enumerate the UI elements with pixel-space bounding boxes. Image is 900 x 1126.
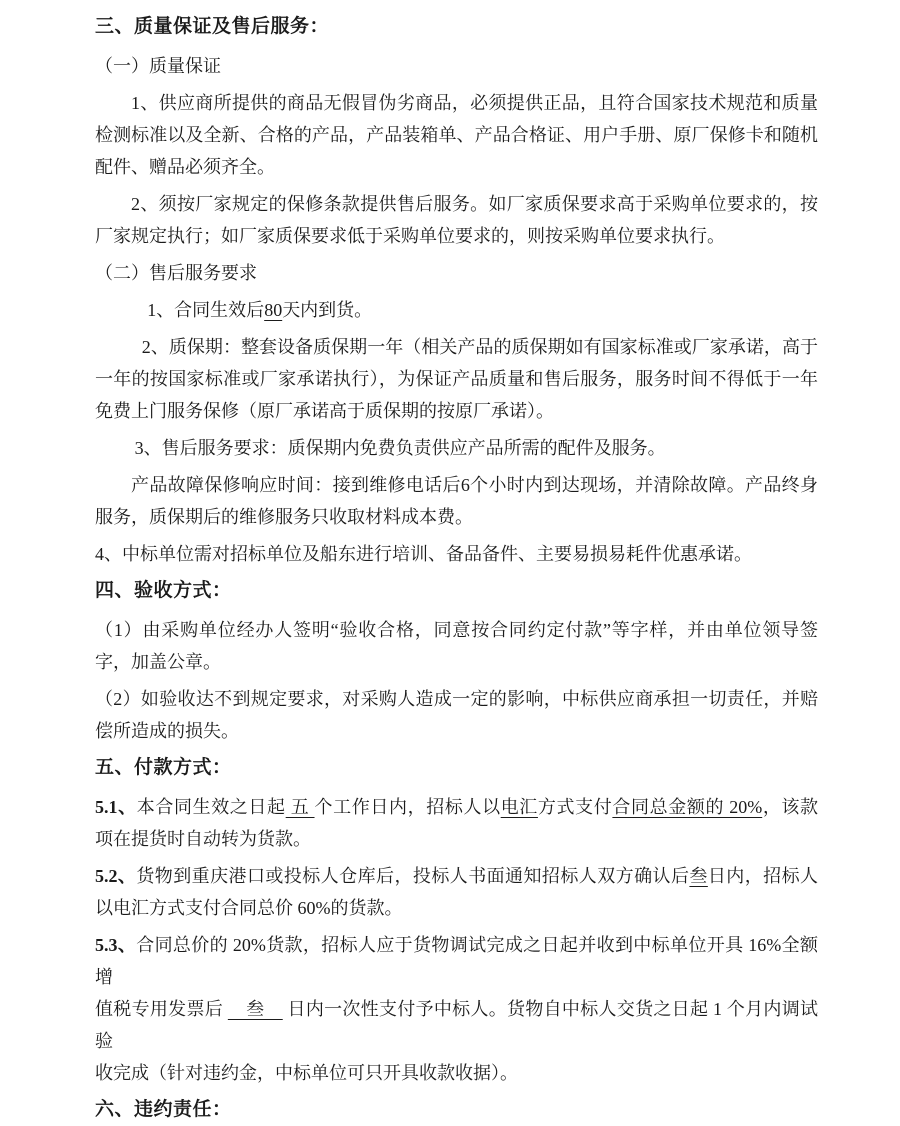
text-line bbox=[95, 501, 818, 533]
bold-number-text: 5.2、 bbox=[95, 866, 137, 886]
text-line bbox=[95, 257, 818, 289]
text-run: 值税专用发票后 bbox=[95, 999, 228, 1019]
text-line bbox=[95, 87, 818, 119]
text-line bbox=[95, 432, 818, 464]
text-run: 偿所造成的损失。 bbox=[95, 721, 239, 741]
text-run: 天内到货。 bbox=[282, 300, 373, 320]
text-run: ，该款 bbox=[762, 797, 818, 817]
text-run: 检测标准以及全新、合格的产品，产品装箱单、产品合格证、用户手册、原厂保修卡和随机 bbox=[95, 125, 818, 145]
para-fault-response-time bbox=[95, 469, 818, 533]
para-payment-5-2 bbox=[95, 860, 818, 924]
para-payment-5-3 bbox=[95, 929, 818, 1089]
text-run: （2）如验收达不到规定要求，对采购人造成一定的影响，中标供应商承担一切责任，并赔 bbox=[95, 689, 818, 709]
text-line bbox=[95, 892, 818, 924]
text-run: 2、质保期：整套设备质保期一年（相关产品的质保期如有国家标准或厂家承诺，高于 bbox=[141, 337, 818, 357]
para-delivery-time bbox=[95, 294, 818, 326]
text-line bbox=[95, 363, 818, 395]
text-line bbox=[95, 469, 818, 501]
text-run: 合同总价的 20%货款，招标人应于货物调试完成之日起并收到中标单位开具 16%全额增 bbox=[95, 935, 818, 987]
para-training-commitment bbox=[95, 538, 818, 570]
text-run: 方式支付 bbox=[537, 797, 613, 817]
para-quality-item-1 bbox=[95, 87, 818, 183]
text-run: 以电汇方式支付合同总价 60%的货款。 bbox=[95, 898, 403, 918]
text-line bbox=[95, 993, 818, 1057]
para-after-sales-item-3 bbox=[95, 432, 818, 464]
text-line bbox=[95, 395, 818, 427]
para-acceptance-1 bbox=[95, 614, 818, 678]
text-line bbox=[95, 188, 818, 220]
text-line bbox=[95, 538, 818, 570]
text-run: 产品故障保修响应时间：接到维修电话后6个小时内到达现场，并清除故障。产品终身 bbox=[131, 475, 818, 495]
text-run: 2、须按厂家规定的保修条款提供售后服务。如厂家质保要求高于采购单位要求的，按 bbox=[131, 194, 818, 214]
text-line bbox=[95, 119, 818, 151]
underlined-text: 叁 bbox=[689, 866, 708, 886]
text-run: 1、合同生效后 bbox=[147, 300, 265, 320]
text-run: 字，加盖公章。 bbox=[95, 652, 221, 672]
text-line bbox=[95, 929, 818, 993]
text-run: 4、中标单位需对招标单位及船东进行培训、备品备件、主要易损易耗件优惠承诺。 bbox=[95, 544, 752, 564]
text-run: 免费上门服务保修（原厂承诺高于质保期的按原厂承诺）。 bbox=[95, 401, 554, 421]
text-run: 项在提货时自动转为货款。 bbox=[95, 829, 311, 849]
heading-section-5-payment bbox=[95, 752, 818, 784]
text-run: 三、质量保证及售后服务： bbox=[95, 16, 330, 37]
text-line bbox=[95, 752, 818, 784]
para-acceptance-2 bbox=[95, 683, 818, 747]
text-run: 货物到重庆港口或投标人仓库后，投标人书面通知招标人双方确认后 bbox=[136, 866, 690, 886]
text-line bbox=[95, 11, 818, 43]
para-quality-item-2 bbox=[95, 188, 818, 252]
text-run: 一年的按国家标准或厂家承诺执行），为保证产品质量和售后服务，服务时间不得低于一年 bbox=[95, 369, 818, 389]
text-line bbox=[95, 294, 818, 326]
underlined-text: 电汇 bbox=[500, 797, 538, 817]
bold-number-text: 5.1、 bbox=[95, 797, 137, 817]
underlined-text: 合同总金额的 20% bbox=[612, 797, 763, 817]
text-line bbox=[95, 1057, 818, 1089]
text-run: （一）质量保证 bbox=[95, 56, 221, 76]
subheading-1-quality-assurance bbox=[95, 50, 818, 82]
subheading-2-after-sales-requirements bbox=[95, 257, 818, 289]
text-line bbox=[95, 331, 818, 363]
text-line bbox=[95, 151, 818, 183]
text-line bbox=[95, 683, 818, 715]
text-run: 日内一次性支付予中标人。货物自中标人交货之日起 1 个月内调试验 bbox=[95, 999, 818, 1051]
text-line bbox=[95, 646, 818, 678]
heading-section-6-breach-liability bbox=[95, 1094, 818, 1126]
text-line bbox=[95, 715, 818, 747]
text-run: （二）售后服务要求 bbox=[95, 263, 257, 283]
text-line bbox=[95, 860, 818, 892]
text-run: 本合同生效之日起 bbox=[136, 797, 286, 817]
text-run: 3、售后服务要求：质保期内免费负责供应产品所需的配件及服务。 bbox=[134, 438, 666, 458]
text-run: 收完成（针对违约金，中标单位可只开具收款收据）。 bbox=[95, 1063, 518, 1083]
para-warranty-period bbox=[95, 331, 818, 427]
document-body bbox=[95, 11, 818, 1126]
text-line bbox=[95, 50, 818, 82]
text-run: 配件、赠品必须齐全。 bbox=[95, 157, 275, 177]
text-line bbox=[95, 791, 818, 823]
text-run: 个工作日内，招标人以 bbox=[314, 797, 501, 817]
text-run: （1）由采购单位经办人签明“验收合格，同意按合同约定付款”等字样，并由单位领导签 bbox=[95, 620, 818, 640]
para-payment-5-1 bbox=[95, 791, 818, 855]
bold-number-text: 5.3、 bbox=[95, 935, 137, 955]
text-line bbox=[95, 1094, 818, 1126]
text-line bbox=[95, 823, 818, 855]
text-run: 四、验收方式： bbox=[95, 580, 232, 601]
text-line bbox=[95, 220, 818, 252]
underlined-text: 80 bbox=[264, 300, 283, 320]
underlined-text: 叁 bbox=[227, 999, 283, 1019]
text-line bbox=[95, 614, 818, 646]
underlined-text: 五 bbox=[285, 797, 315, 817]
text-run: 六、违约责任： bbox=[95, 1099, 232, 1120]
text-run: 五、付款方式： bbox=[95, 757, 232, 778]
text-run: 服务，质保期后的维修服务只收取材料成本费。 bbox=[95, 507, 473, 527]
text-run: 1、供应商所提供的商品无假冒伪劣商品，必须提供正品，且符合国家技术规范和质量 bbox=[131, 93, 818, 113]
heading-section-3-quality-and-after-sales bbox=[95, 11, 818, 43]
heading-section-4-acceptance bbox=[95, 575, 818, 607]
text-line bbox=[95, 575, 818, 607]
text-run: 厂家规定执行；如厂家质保要求低于采购单位要求的，则按采购单位要求执行。 bbox=[95, 226, 725, 246]
text-run: 日内，招标人 bbox=[707, 866, 818, 886]
